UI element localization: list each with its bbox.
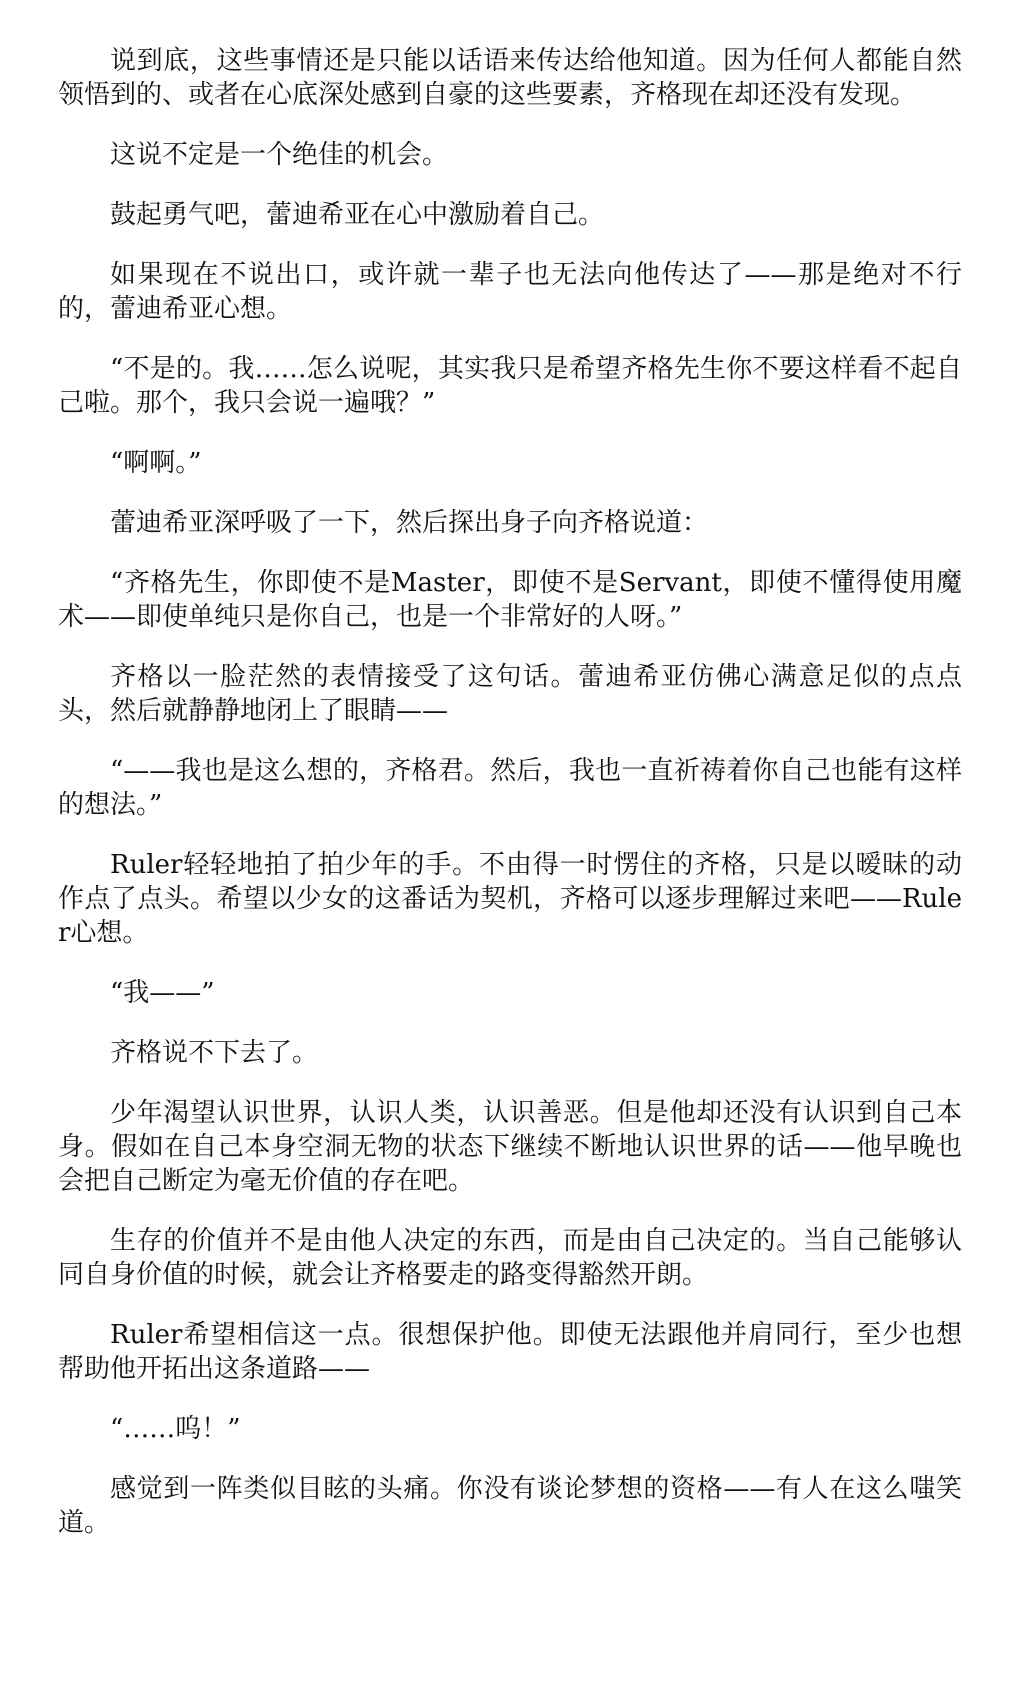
paragraph: 蕾迪希亚深呼吸了一下，然后探出身子向齐格说道： <box>110 508 709 538</box>
paragraph: 说到底，这些事情还是只能以话语来传达给他知道。因为任何人都能自然领悟到的、或者在心底深处感到自豪的这些要素，齐格现在却还没有发现。 <box>58 46 962 110</box>
paragraph: 生存的价值并不是由他人决定的东西，而是由自己决定的。当自己能够认同自身价值的时候，就会让齐格要走的路变得豁然开朗。 <box>58 1226 962 1290</box>
dialogue-paragraph: “不是的。我……怎么说呢，其实我只是希望齐格先生你不要这样看不起自己啦。那个，我只会说一遍哦？” <box>58 354 962 418</box>
dialogue-paragraph: “齐格先生，你即使不是Master，即使不是Servant，即使不懂得使用魔术——即使单纯只是你自己，也是一个非常好的人呀。” <box>58 568 962 632</box>
paragraph: 感觉到一阵类似目眩的头痛。你没有谈论梦想的资格——有人在这么嗤笑道。 <box>58 1474 962 1538</box>
dialogue-paragraph: “我——” <box>110 978 215 1008</box>
dialogue-paragraph: “——我也是这么想的，齐格君。然后，我也一直祈祷着你自己也能有这样的想法。” <box>58 756 962 820</box>
paragraph: 少年渴望认识世界，认识人类，认识善恶。但是他却还没有认识到自己本身。假如在自己本身空洞无物的状态下继续不断地认识世界的话——他早晚也会把自己断定为毫无价值的存在吧。 <box>58 1098 962 1196</box>
paragraph: 这说不定是一个绝佳的机会。 <box>110 140 449 170</box>
dialogue-paragraph: “……呜！” <box>110 1414 241 1444</box>
text-body <box>58 44 962 1566</box>
paragraph: 如果现在不说出口，或许就一辈子也无法向他传达了——那是绝对不行的，蕾迪希亚心想。 <box>58 260 962 324</box>
paragraph: Ruler希望相信这一点。很想保护他。即使无法跟他并肩同行，至少也想帮助他开拓出这条道路—— <box>58 1320 962 1384</box>
paragraph: Ruler轻轻地拍了拍少年的手。不由得一时愣住的齐格，只是以暧昧的动作点了点头。希望以少女的这番话为契机，齐格可以逐步理解过来吧——Ruler心想。 <box>58 850 962 948</box>
paragraph: 鼓起勇气吧，蕾迪希亚在心中激励着自己。 <box>110 200 605 230</box>
dialogue-paragraph: “啊啊。” <box>110 448 202 478</box>
paragraph: 齐格以一脸茫然的表情接受了这句话。蕾迪希亚仿佛心满意足似的点点头，然后就静静地闭上了眼睛—— <box>58 662 962 726</box>
paragraph: 齐格说不下去了。 <box>110 1038 319 1068</box>
